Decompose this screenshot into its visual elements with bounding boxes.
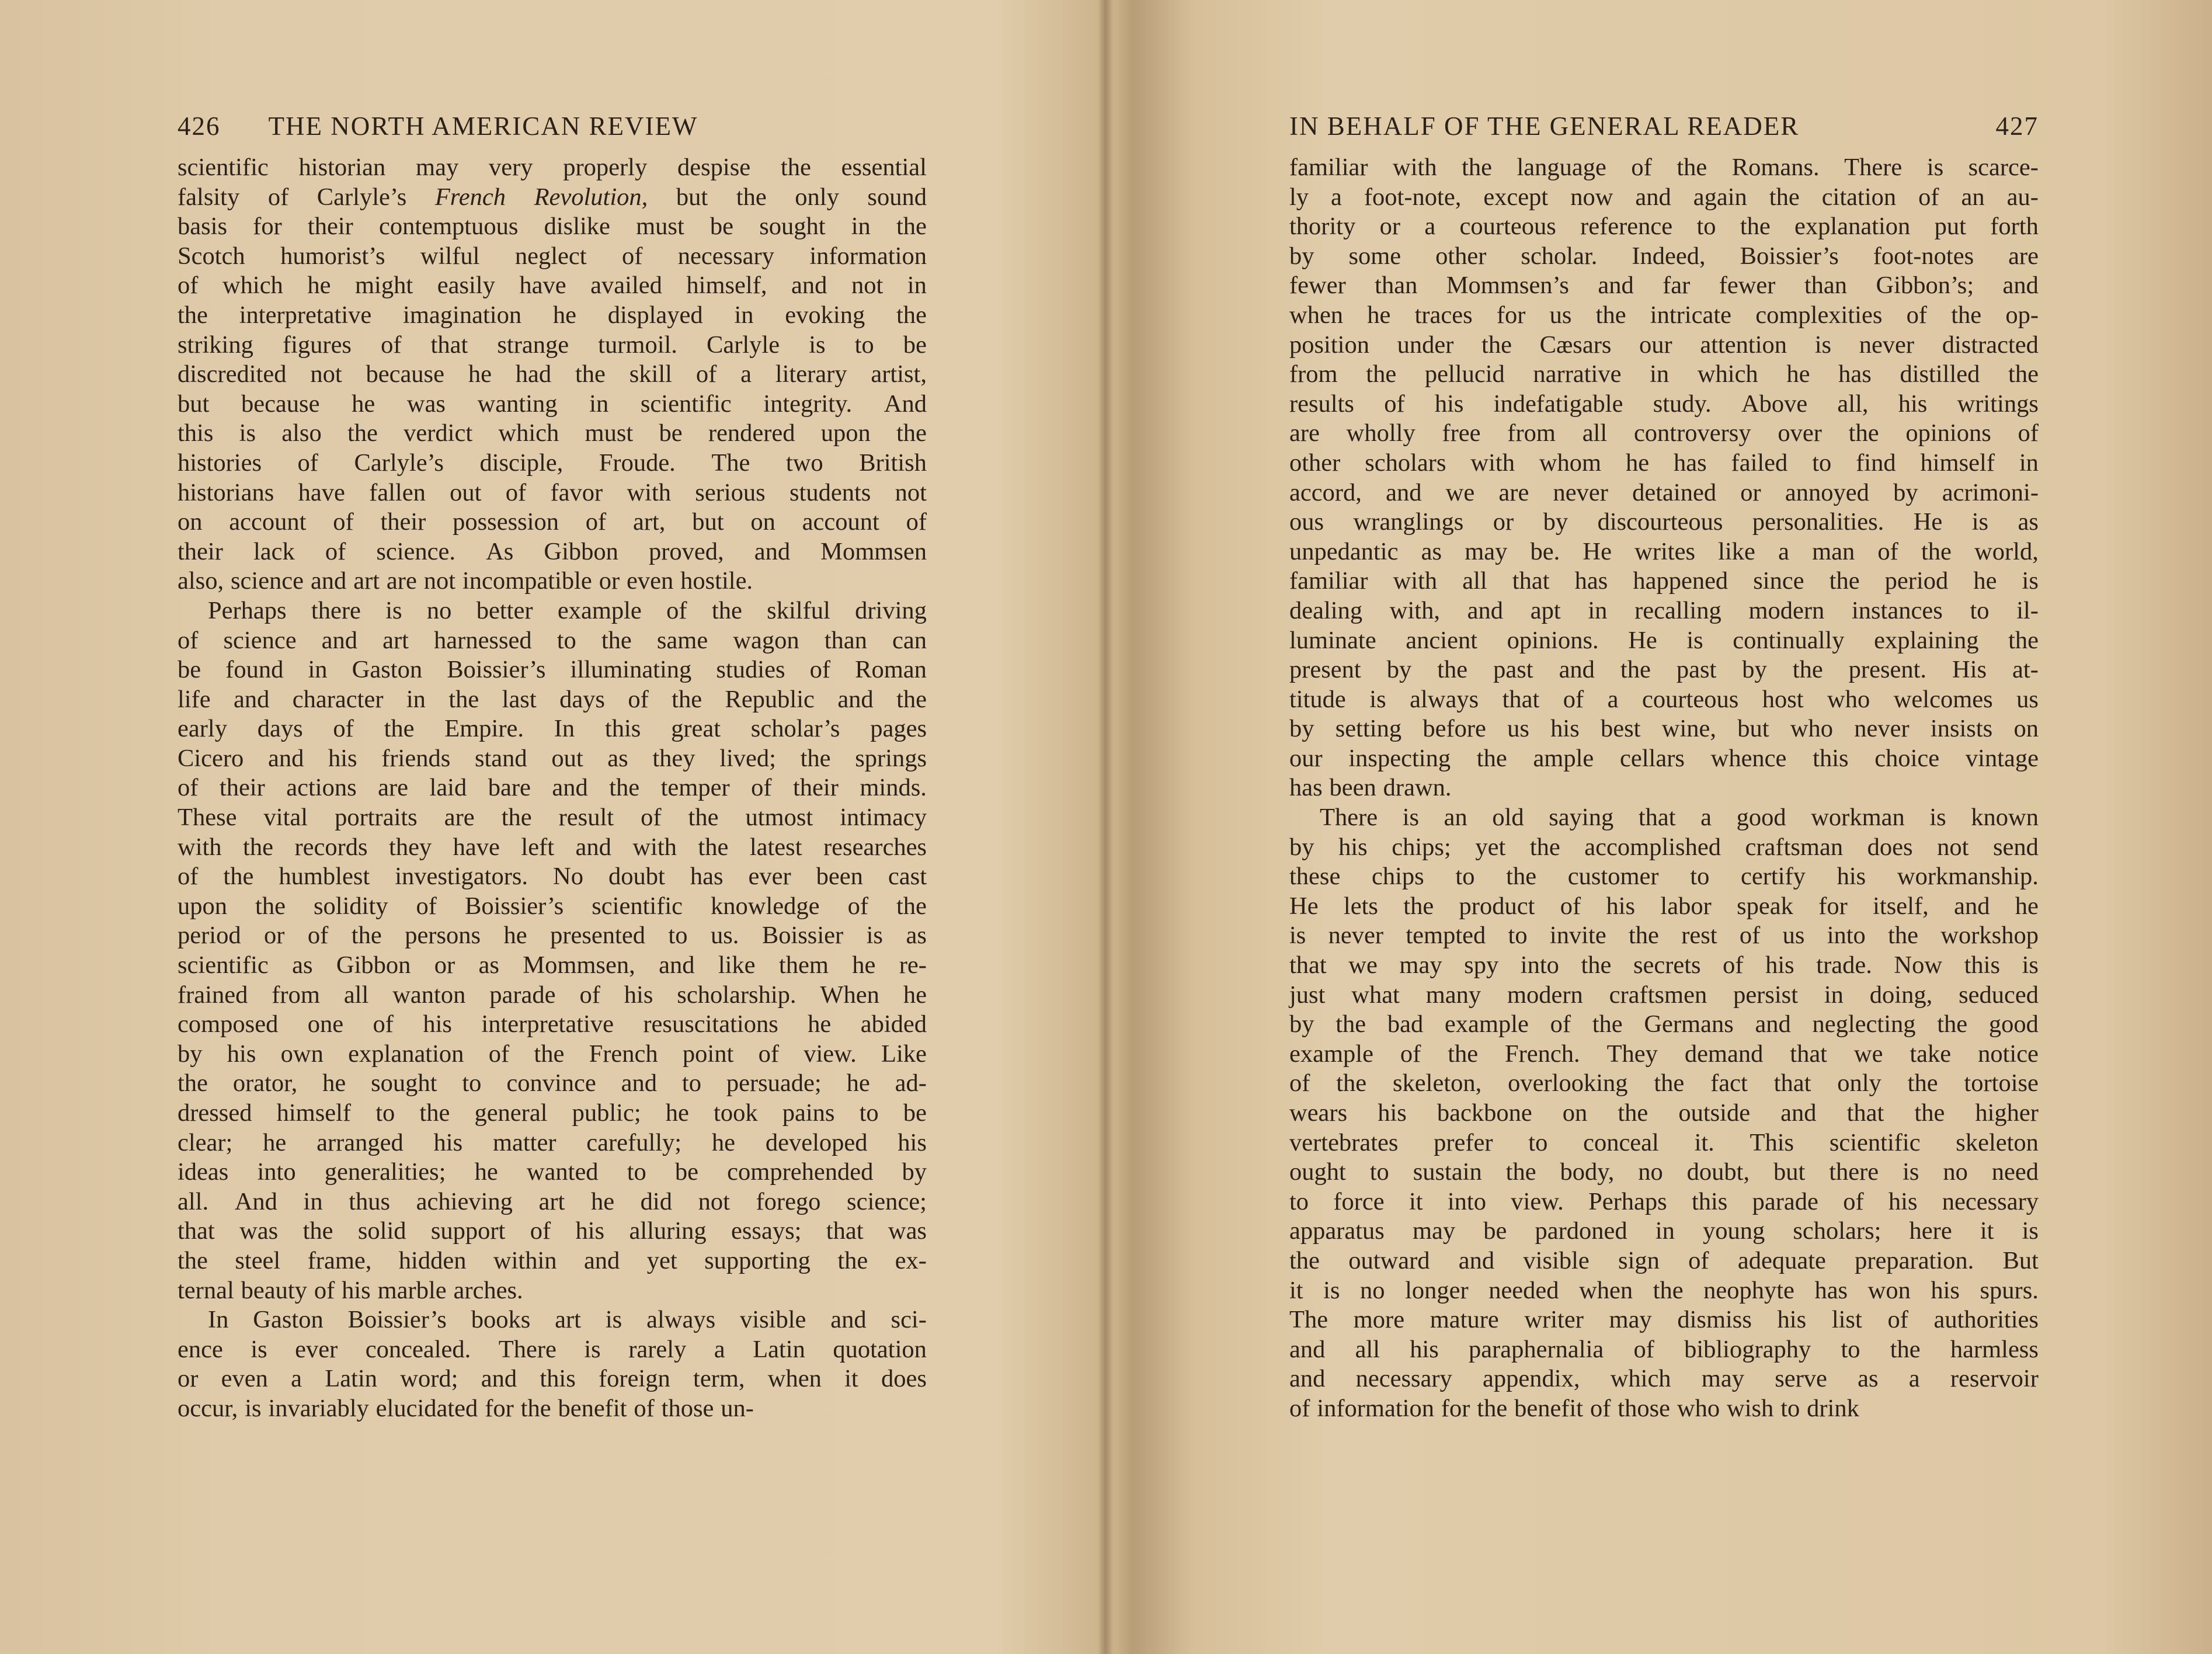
- right-page-header: [1289, 111, 2039, 151]
- text-line: their lack of science. As Gibbon proved, and Mommsen: [178, 537, 927, 565]
- text-line: striking figures of that strange turmoil. Carlyle is to be: [178, 331, 927, 359]
- text-line: dressed himself to the general public; he took pains to be: [178, 1099, 927, 1127]
- text-line: but because he was wanting in scientific integrity. And: [178, 390, 927, 418]
- text-line: of which he might easily have availed himself, and not in: [178, 272, 927, 300]
- text-line: of their actions are laid bare and the temper of their minds.: [178, 774, 927, 802]
- text-line: ly a foot-note, except now and again the citation of an au-: [1289, 183, 2039, 211]
- text-line: ence is ever concealed. There is rarely a Latin quotation: [178, 1335, 927, 1363]
- text-line: when he traces for us the intricate complexities of the op-: [1289, 301, 2039, 329]
- text-line: this is also the verdict which must be rendered upon the: [178, 419, 927, 447]
- text-line: be found in Gaston Boissier’s illuminating studies of Roman: [178, 656, 927, 684]
- text-line: thority or a courteous reference to the explanation put forth: [1289, 213, 2039, 241]
- text-line: dealing with, and apt in recalling modern instances to il-: [1289, 596, 2039, 624]
- text-line: In Gaston Boissier’s books art is always visible and sci-: [208, 1306, 927, 1334]
- text-line: by setting before us his best wine, but who never insists on: [1289, 715, 2039, 743]
- text-line: period or of the persons he presented to us. Boissier is as: [178, 922, 927, 950]
- paragraph: [178, 596, 927, 1305]
- text-line: other scholars with whom he has failed to find himself in: [1289, 449, 2039, 477]
- text-line: vertebrates prefer to conceal it. This scientific skeleton: [1289, 1128, 2039, 1156]
- text-line: historians have fallen out of favor with serious students not: [178, 478, 927, 506]
- text-line: the steel frame, hidden within and yet supporting the ex-: [178, 1246, 927, 1274]
- text-line: from the pellucid narrative in which he has distilled the: [1289, 360, 2039, 388]
- text-line: and necessary appendix, which may serve as a reservoir: [1289, 1365, 2039, 1393]
- text-line: Scotch humorist’s wilful neglect of necessary information: [178, 242, 927, 270]
- text-line: accord, and we are never detained or annoyed by acrimoni-: [1289, 478, 2039, 506]
- right-page-body: [1289, 153, 2039, 1424]
- page-number-left: 426: [178, 112, 221, 141]
- text-line: with the records they have left and with the latest researches: [178, 833, 927, 861]
- text-line: luminate ancient opinions. He is continually explaining the: [1289, 626, 2039, 654]
- book-gutter: [1098, 0, 1113, 1654]
- text-line: scientific as Gibbon or as Mommsen, and like them he re-: [178, 951, 927, 979]
- left-page: [178, 111, 927, 1424]
- text-line: apparatus may be pardoned in young scholars; here it is: [1289, 1217, 2039, 1245]
- text-line: on account of their possession of art, but on account of: [178, 508, 927, 536]
- text-line: Perhaps there is no better example of the skilful driving: [208, 596, 927, 624]
- text-line: by his chips; yet the accomplished craftsman does not send: [1289, 833, 2039, 861]
- left-page-body: [178, 153, 927, 1424]
- text-line: early days of the Empire. In this great scholar’s pages: [178, 715, 927, 743]
- text-line: occur, is invariably elucidated for the benefit of those un-: [178, 1394, 754, 1422]
- text-line: upon the solidity of Boissier’s scientific knowledge of the: [178, 892, 927, 920]
- text-line: results of his indefatigable study. Above all, his writings: [1289, 390, 2039, 418]
- text-line: by his own explanation of the French point of view. Like: [178, 1040, 927, 1068]
- running-title-left: THE NORTH AMERICAN REVIEW: [268, 112, 698, 141]
- left-page-header: [178, 111, 927, 151]
- text-line: it is no longer needed when the neophyte has won his spurs.: [1289, 1276, 2039, 1304]
- paragraph: [1289, 803, 2039, 1423]
- text-line: also, science and art are not incompatible or even hostile.: [178, 567, 753, 595]
- text-line: histories of Carlyle’s disciple, Froude. The two British: [178, 449, 927, 477]
- text-line: the outward and visible sign of adequate preparation. But: [1289, 1246, 2039, 1274]
- text-line: ideas into generalities; he wanted to be comprehended by: [178, 1158, 927, 1186]
- text-line: discredited not because he had the skill of a literary artist,: [178, 360, 927, 388]
- text-line: that we may spy into the secrets of his trade. Now this is: [1289, 951, 2039, 979]
- text-line: These vital portraits are the result of the utmost intimacy: [178, 804, 927, 832]
- text-line: unpedantic as may be. He writes like a man of the world,: [1289, 537, 2039, 565]
- text-line: There is an old saying that a good workman is known: [1320, 804, 2039, 832]
- text-line: familiar with the language of the Romans. There is scarce-: [1289, 154, 2039, 181]
- text-line: that was the solid support of his alluring essays; that was: [178, 1217, 927, 1245]
- text-line: these chips to the customer to certify his workmanship.: [1289, 863, 2039, 891]
- text-line: frained from all wanton parade of his scholarship. When he: [178, 981, 927, 1009]
- text-line: by some other scholar. Indeed, Boissier’s foot-notes are: [1289, 242, 2039, 270]
- text-line: our inspecting the ample cellars whence this choice vintage: [1289, 744, 2039, 772]
- text-line: all. And in thus achieving art he did not forego science;: [178, 1187, 927, 1215]
- text-line: The more mature writer may dismiss his list of authorities: [1289, 1306, 2039, 1334]
- paragraph: [1289, 153, 2039, 803]
- text-line: just what many modern craftsmen persist in doing, seduced: [1289, 981, 2039, 1009]
- text-line: Cicero and his friends stand out as they lived; the springs: [178, 744, 927, 772]
- text-line: to force it into view. Perhaps this parade of his necessary: [1289, 1187, 2039, 1215]
- text-line: by the bad example of the Germans and neglecting the good: [1289, 1010, 2039, 1038]
- text-line: wears his backbone on the outside and that the higher: [1289, 1099, 2039, 1127]
- text-line: of science and art harnessed to the same wagon than can: [178, 626, 927, 654]
- text-line: are wholly free from all controversy over the opinions of: [1289, 419, 2039, 447]
- paragraph: [178, 1305, 927, 1423]
- paragraph: [178, 153, 927, 596]
- text-line: ternal beauty of his marble arches.: [178, 1276, 523, 1304]
- text-line: composed one of his interpretative resuscitations he abided: [178, 1010, 927, 1038]
- text-line: position under the Cæsars our attention is never distracted: [1289, 331, 2039, 359]
- text-line: life and character in the last days of the Republic and the: [178, 685, 927, 713]
- text-line: and all his paraphernalia of bibliography to the harmless: [1289, 1335, 2039, 1363]
- text-line: has been drawn.: [1289, 774, 1452, 802]
- text-line: example of the French. They demand that we take notice: [1289, 1040, 2039, 1068]
- text-line: He lets the product of his labor speak for itself, and he: [1289, 892, 2039, 920]
- text-line: the orator, he sought to convince and to persuade; he ad-: [178, 1069, 927, 1097]
- page-number-right: 427: [1995, 112, 2039, 141]
- text-line: is never tempted to invite the rest of us into the workshop: [1289, 922, 2039, 950]
- text-line: clear; he arranged his matter carefully; he developed his: [178, 1128, 927, 1156]
- text-line: basis for their contemptuous dislike must be sought in the: [178, 213, 927, 241]
- text-line: scientific historian may very properly despise the essential: [178, 154, 927, 181]
- text-line: present by the past and the past by the present. His at-: [1289, 656, 2039, 684]
- text-line: titude is always that of a courteous host who welcomes us: [1289, 685, 2039, 713]
- text-line: familiar with all that has happened since the period he is: [1289, 567, 2039, 595]
- text-line: of information for the benefit of those who wish to drink: [1289, 1394, 1859, 1422]
- text-line: the interpretative imagination he displayed in evoking the: [178, 301, 927, 329]
- text-line: fewer than Mommsen’s and far fewer than Gibbon’s; and: [1289, 272, 2039, 300]
- running-title-right: IN BEHALF OF THE GENERAL READER: [1289, 112, 1800, 141]
- text-line: falsity of Carlyle’s French Revolution, but the only sound: [178, 183, 927, 211]
- text-line: of the skeleton, overlooking the fact that only the tortoise: [1289, 1069, 2039, 1097]
- text-line: ous wranglings or by discourteous personalities. He is as: [1289, 508, 2039, 536]
- right-page: [1289, 111, 2039, 1424]
- text-line: of the humblest investigators. No doubt has ever been cast: [178, 863, 927, 891]
- text-line: ought to sustain the body, no doubt, but there is no need: [1289, 1158, 2039, 1186]
- text-line: or even a Latin word; and this foreign term, when it does: [178, 1365, 927, 1393]
